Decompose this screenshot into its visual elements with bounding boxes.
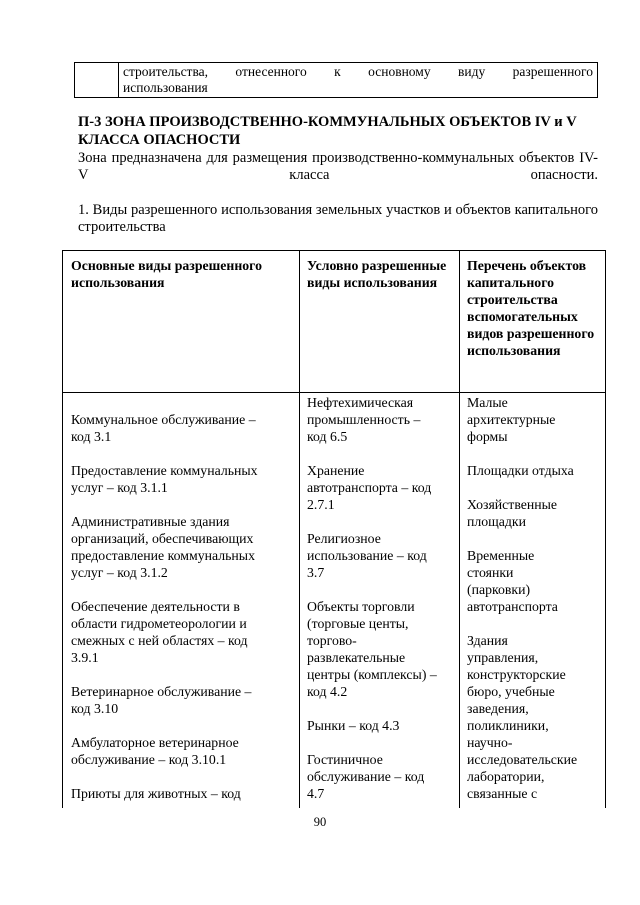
list-item: Нефтехимическая промышленность – код 6.5 [307, 395, 421, 444]
header-divider [63, 392, 605, 393]
section-title: 1. Виды разрешенного использования земельных участков и объектов капитального строительства [78, 202, 598, 235]
land-use-table [62, 250, 606, 808]
list-item: Площадки отдыха [467, 463, 574, 478]
fragment-line-2: использования [123, 80, 208, 95]
list-item: Рынки – код 4.3 [307, 718, 400, 733]
list-item: Религиозное использование – код 3.7 [307, 531, 427, 580]
list-item: Малые архитектурные формы [467, 395, 556, 444]
auxiliary-uses-column [467, 394, 605, 802]
fragment-text-cell [123, 64, 593, 96]
empty-cell [75, 63, 119, 97]
list-item: Амбулаторное ветеринарное обслуживание – код 3.10.1 [71, 735, 239, 767]
list-item: Ветеринарное обслуживание – код 3.10 [71, 684, 252, 716]
header-conditional-uses: Условно разрешенные виды использования [307, 258, 447, 290]
list-item: Хозяйственные площадки [467, 497, 558, 529]
column-divider-1 [299, 251, 300, 808]
page-number: 90 [313, 815, 327, 829]
previous-table-fragment [74, 62, 598, 98]
list-item: Временные стоянки (парковки) автотранспорта [467, 548, 558, 614]
header-main-uses: Основные виды разрешенного использования [71, 258, 263, 290]
list-item: Обеспечение деятельности в области гидрометеорологии и смежных с ней областях – код 3.9.1 [71, 599, 248, 665]
conditional-uses-column [307, 394, 457, 802]
list-item: Приюты для животных – код [71, 786, 241, 801]
fragment-line-1: строительства, отнесенного к основному виду разрешенного [123, 64, 593, 79]
list-item: Хранение автотранспорта – код 2.7.1 [307, 463, 432, 512]
list-item: Предоставление коммунальных услуг – код 3.1.1 [71, 463, 258, 495]
list-item: Коммунальное обслуживание – код 3.1 [71, 412, 256, 444]
list-item: Объекты торговли (торговые центы, торгово- развлекательные центры (комплексы) – код 4.2 [307, 599, 437, 699]
main-uses-column [71, 411, 297, 802]
list-item: Административные здания организаций, обеспечивающих предоставление коммунальных услуг – код 3.1.2 [71, 514, 255, 580]
zone-description: Зона предназначена для размещения производственно-коммунальных объектов IV-V класса опасности. [78, 150, 598, 183]
list-item: Гостиничное обслуживание – код 4.7 [307, 752, 425, 801]
list-item: Здания управления, конструкторские бюро, учебные заведения, поликлиники, научно- исследовательские лаборатории, связанные с [467, 633, 578, 801]
column-divider-2 [459, 251, 460, 808]
zone-heading: П-3 ЗОНА ПРОИЗВОДСТВЕННО-КОММУНАЛЬНЫХ ОБЪЕКТОВ IV и V КЛАССА ОПАСНОСТИ [78, 114, 577, 148]
header-auxiliary-uses: Перечень объектов капитального строительства вспомогательных видов разрешенного использования [467, 258, 595, 358]
